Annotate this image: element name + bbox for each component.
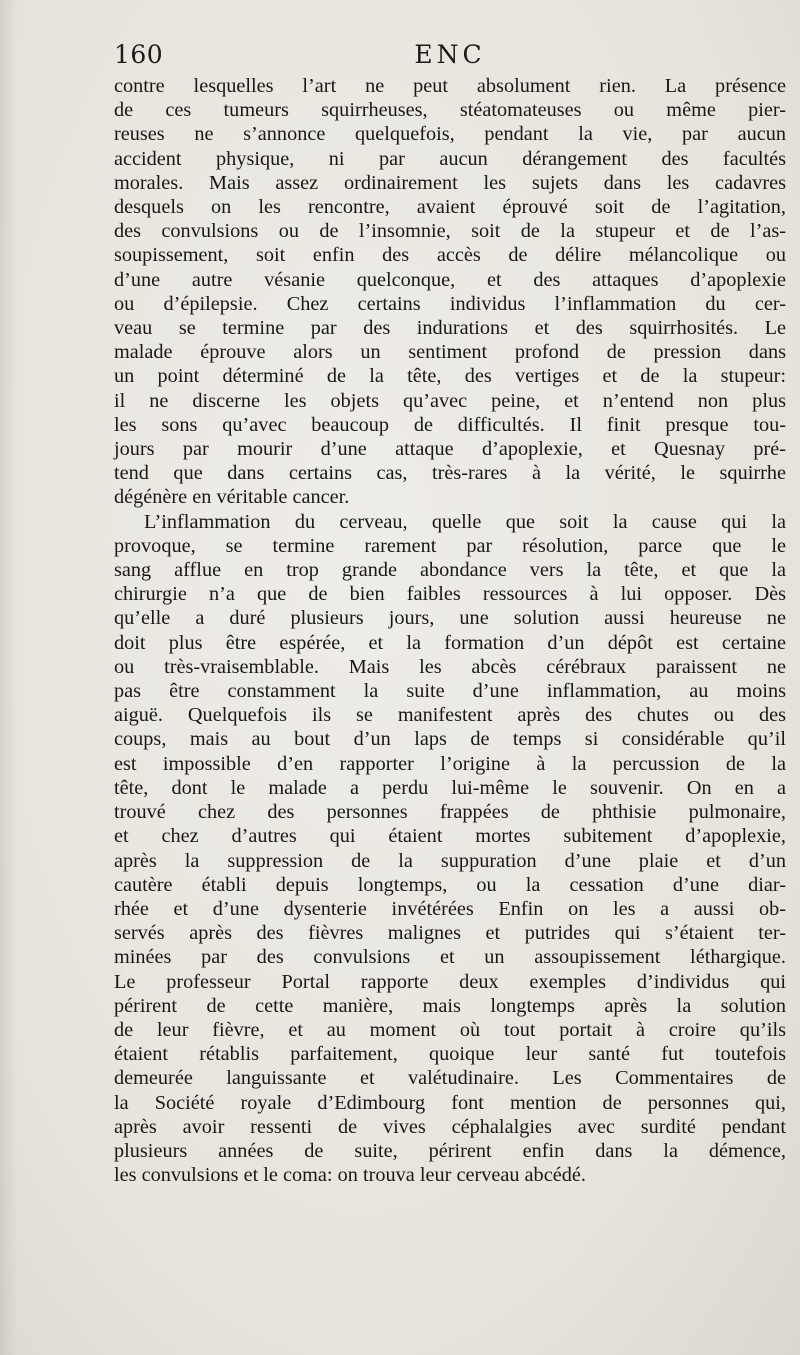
text-line: la Société royale d’Edimbourg font mention de personnes qui, bbox=[114, 1091, 786, 1114]
text-line: provoque, se termine rarement par résolution, parce que le bbox=[114, 534, 786, 557]
text-line: doit plus être espérée, et la formation d’un dépôt est certaine bbox=[114, 631, 786, 654]
paragraph bbox=[114, 74, 786, 510]
text-line: d’une autre vésanie quelconque, et des attaques d’apoplexie bbox=[114, 268, 786, 291]
text-line: plusieurs années de suite, périrent enfin dans la démence, bbox=[114, 1139, 786, 1162]
text-line: il ne discerne les objets qu’avec peine, et n’entend non plus bbox=[114, 389, 786, 412]
text-line: étaient rétablis parfaitement, quoique leur santé fut toutefois bbox=[114, 1043, 786, 1066]
text-line: qu’elle a duré plusieurs jours, une solution aussi heureuse ne bbox=[114, 607, 786, 630]
text-line: chirurgie n’a que de bien faibles ressources à lui opposer. Dès bbox=[114, 583, 786, 606]
text-line: les sons qu’avec beaucoup de difficultés. Il finit presque tou- bbox=[114, 413, 786, 436]
text-line: les convulsions et le coma: on trouva leur cerveau abcédé. bbox=[114, 1164, 586, 1187]
text-line: desquels on les rencontre, avaient éprouvé soit de l’agitation, bbox=[114, 196, 786, 219]
text-line: coups, mais au bout d’un laps de temps si considérable qu’il bbox=[114, 728, 786, 751]
text-line: veau se termine par des indurations et des squirrhosités. Le bbox=[114, 317, 786, 340]
text-line: ou très-vraisemblable. Mais les abcès cérébraux paraissent ne bbox=[114, 655, 786, 678]
text-line: pas être constamment la suite d’une inflammation, au moins bbox=[114, 680, 786, 703]
text-line: après la suppression de la suppuration d’une plaie et d’un bbox=[114, 849, 786, 872]
text-line: et chez d’autres qui étaient mortes subitement d’apoplexie, bbox=[114, 825, 786, 848]
page-number: 160 bbox=[114, 40, 164, 69]
text-line: après avoir ressenti de vives céphalalgies avec surdité pendant bbox=[114, 1115, 786, 1138]
text-line: demeurée languissante et valétudinaire. Les Commentaires de bbox=[114, 1067, 786, 1090]
text-line: ou d’épilepsie. Chez certains individus l’inflammation du cer- bbox=[114, 292, 786, 315]
paragraph bbox=[114, 510, 786, 1188]
text-line: rhée et d’une dysenterie invétérées Enfin on les a aussi ob- bbox=[114, 897, 786, 920]
text-line: Le professeur Portal rapporte deux exemples d’individus qui bbox=[114, 970, 786, 993]
text-line: est impossible d’en rapporter l’origine à la percussion de la bbox=[114, 752, 786, 775]
text-line: minées par des convulsions et un assoupissement léthargique. bbox=[114, 946, 786, 969]
text-line: L’inflammation du cerveau, quelle que soit la cause qui la bbox=[144, 510, 786, 533]
page-header bbox=[114, 40, 786, 70]
text-line: soupissement, soit enfin des accès de délire mélancolique ou bbox=[114, 244, 786, 267]
text-line: jours par mourir d’une attaque d’apoplexie, et Quesnay pré- bbox=[114, 438, 786, 461]
text-line: morales. Mais assez ordinairement les sujets dans les cadavres bbox=[114, 171, 786, 194]
text-line: un point déterminé de la tête, des vertiges et de la stupeur: bbox=[114, 365, 786, 388]
text-line: des convulsions ou de l’insomnie, soit de la stupeur et de l’as- bbox=[114, 220, 786, 243]
text-line: tend que dans certains cas, très-rares à la vérité, le squirrhe bbox=[114, 462, 786, 485]
text-line: de leur fièvre, et au moment où tout portait à croire qu’ils bbox=[114, 1018, 786, 1041]
running-head: ENC bbox=[414, 40, 486, 69]
body-text bbox=[114, 74, 786, 1187]
page-gutter-shadow bbox=[0, 0, 18, 1355]
text-line: périrent de cette manière, mais longtemps après la solution bbox=[114, 994, 786, 1017]
text-line: servés après des fièvres malignes et putrides qui s’étaient ter- bbox=[114, 922, 786, 945]
text-line: reuses ne s’annonce quelquefois, pendant la vie, par aucun bbox=[114, 123, 786, 146]
text-line: accident physique, ni par aucun dérangement des facultés bbox=[114, 147, 786, 170]
text-line: contre lesquelles l’art ne peut absolument rien. La présence bbox=[114, 75, 786, 97]
text-line: sang afflue en trop grande abondance vers la tête, et que la bbox=[114, 559, 786, 582]
text-line: dégénère en véritable cancer. bbox=[114, 486, 350, 509]
text-line: tête, dont le malade a perdu lui-même le souvenir. On en a bbox=[114, 776, 786, 799]
text-line: trouvé chez des personnes frappées de phthisie pulmonaire, bbox=[114, 801, 786, 824]
text-line: cautère établi depuis longtemps, ou la cessation d’une diar- bbox=[114, 873, 786, 896]
text-line: de ces tumeurs squirrheuses, stéatomateuses ou même pier- bbox=[114, 99, 786, 122]
text-line: aiguë. Quelquefois ils se manifestent après des chutes ou des bbox=[114, 704, 786, 727]
text-line: malade éprouve alors un sentiment profond de pression dans bbox=[114, 341, 786, 364]
